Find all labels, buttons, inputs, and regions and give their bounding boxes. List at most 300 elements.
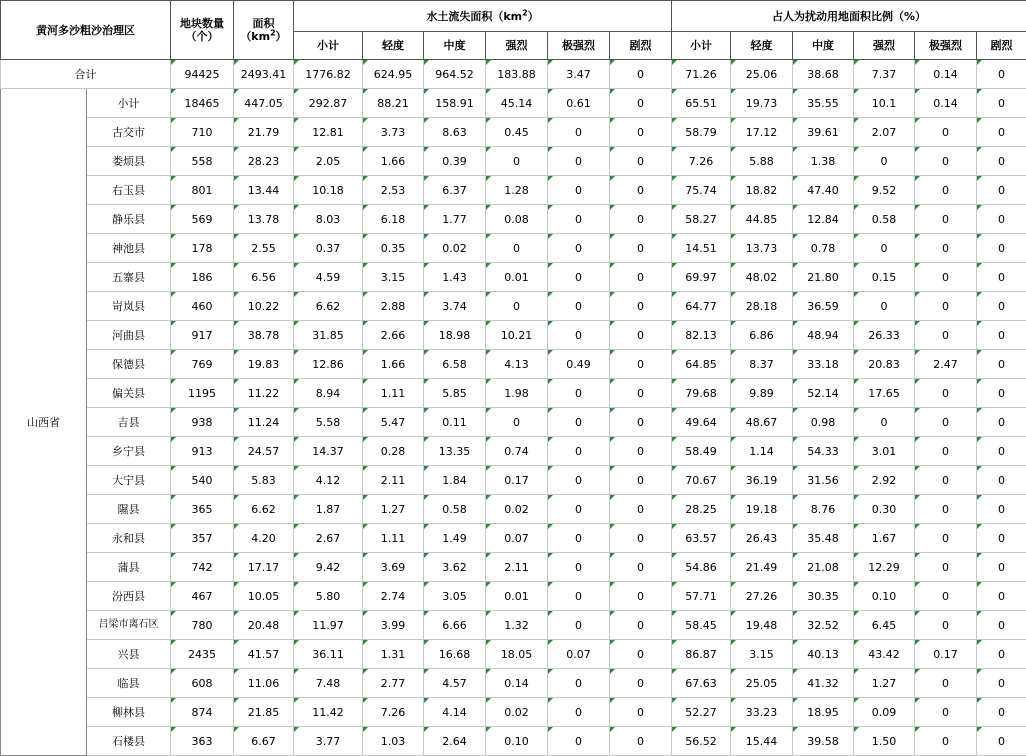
data-cell: 3.62	[424, 553, 486, 582]
data-cell: 2.53	[363, 176, 424, 205]
data-cell: 0	[977, 495, 1026, 524]
data-cell: 6.62	[234, 495, 294, 524]
data-cell: 41.57	[234, 640, 294, 669]
total-cell: 71.26	[672, 60, 731, 89]
data-cell: 0.08	[486, 205, 548, 234]
data-cell: 16.68	[424, 640, 486, 669]
data-cell: 1.43	[424, 263, 486, 292]
data-cell: 0.17	[915, 640, 977, 669]
data-cell: 43.42	[854, 640, 915, 669]
data-cell: 79.68	[672, 379, 731, 408]
data-cell: 363	[171, 727, 234, 756]
data-cell: 18465	[171, 89, 234, 118]
data-cell: 0.17	[486, 466, 548, 495]
data-cell: 0	[977, 118, 1026, 147]
data-cell: 913	[171, 437, 234, 466]
data-cell: 39.58	[793, 727, 854, 756]
erosion-subheader: 中度	[424, 32, 486, 60]
data-cell: 54.86	[672, 553, 731, 582]
region-header: 黄河多沙粗沙治理区	[1, 1, 171, 60]
data-cell: 0	[854, 234, 915, 263]
data-cell: 0	[610, 611, 672, 640]
data-cell: 33.23	[731, 698, 793, 727]
table-row	[1, 466, 1026, 495]
data-cell: 608	[171, 669, 234, 698]
data-cell: 9.42	[294, 553, 363, 582]
data-cell: 0.49	[548, 350, 610, 379]
data-cell: 0.01	[486, 263, 548, 292]
total-cell: 183.88	[486, 60, 548, 89]
data-cell: 0	[548, 147, 610, 176]
data-cell: 2.11	[486, 553, 548, 582]
data-cell: 0	[915, 147, 977, 176]
data-cell: 0	[977, 350, 1026, 379]
data-cell: 938	[171, 408, 234, 437]
data-cell: 0	[915, 437, 977, 466]
data-cell: 3.69	[363, 553, 424, 582]
data-cell: 0	[854, 408, 915, 437]
county-name: 保德县	[87, 350, 171, 379]
total-cell: 0	[610, 60, 672, 89]
data-cell: 7.26	[672, 147, 731, 176]
data-cell: 0	[977, 321, 1026, 350]
erosion-subheader: 强烈	[486, 32, 548, 60]
data-cell: 0	[610, 640, 672, 669]
data-cell: 0	[977, 263, 1026, 292]
data-cell: 292.87	[294, 89, 363, 118]
data-cell: 3.15	[731, 640, 793, 669]
data-cell: 2.55	[234, 234, 294, 263]
data-cell: 0	[915, 698, 977, 727]
data-cell: 75.74	[672, 176, 731, 205]
data-cell: 21.85	[234, 698, 294, 727]
data-cell: 0.14	[915, 89, 977, 118]
data-cell: 874	[171, 698, 234, 727]
data-cell: 0	[548, 379, 610, 408]
data-cell: 0	[915, 524, 977, 553]
data-cell: 1.87	[294, 495, 363, 524]
table-row	[1, 321, 1026, 350]
total-cell: 2493.41	[234, 60, 294, 89]
data-cell: 5.47	[363, 408, 424, 437]
data-cell: 6.66	[424, 611, 486, 640]
data-cell: 0	[610, 495, 672, 524]
data-cell: 780	[171, 611, 234, 640]
data-cell: 0	[915, 205, 977, 234]
data-cell: 7.26	[363, 698, 424, 727]
data-cell: 36.19	[731, 466, 793, 495]
data-cell: 41.32	[793, 669, 854, 698]
data-cell: 1.27	[363, 495, 424, 524]
data-cell: 18.95	[793, 698, 854, 727]
data-cell: 28.23	[234, 147, 294, 176]
ratio-subheader: 轻度	[731, 32, 793, 60]
data-cell: 0	[915, 611, 977, 640]
data-cell: 0	[548, 437, 610, 466]
total-cell: 964.52	[424, 60, 486, 89]
data-cell: 3.15	[363, 263, 424, 292]
area-header-unit-sup: 2	[270, 28, 276, 37]
data-cell: 0.11	[424, 408, 486, 437]
data-cell: 0.02	[486, 495, 548, 524]
data-cell: 0	[548, 234, 610, 263]
data-cell: 0	[610, 582, 672, 611]
data-cell: 0	[915, 727, 977, 756]
data-cell: 58.79	[672, 118, 731, 147]
data-cell: 0	[610, 727, 672, 756]
data-cell: 8.63	[424, 118, 486, 147]
data-cell: 0.30	[854, 495, 915, 524]
county-name: 神池县	[87, 234, 171, 263]
province-cell: 山西省	[1, 89, 87, 756]
data-cell: 1.49	[424, 524, 486, 553]
data-cell: 0.39	[424, 147, 486, 176]
area-header	[234, 1, 294, 60]
data-cell: 0	[915, 292, 977, 321]
data-cell: 0	[610, 408, 672, 437]
data-cell: 0	[977, 727, 1026, 756]
table-row	[1, 582, 1026, 611]
data-cell: 11.42	[294, 698, 363, 727]
county-name: 永和县	[87, 524, 171, 553]
data-cell: 0	[548, 582, 610, 611]
data-cell: 0.45	[486, 118, 548, 147]
data-cell: 19.18	[731, 495, 793, 524]
data-cell: 2.11	[363, 466, 424, 495]
data-cell: 0	[915, 379, 977, 408]
data-cell: 2.07	[854, 118, 915, 147]
total-cell: 7.37	[854, 60, 915, 89]
data-cell: 4.20	[234, 524, 294, 553]
data-cell: 558	[171, 147, 234, 176]
erosion-subheader: 轻度	[363, 32, 424, 60]
table-row	[1, 205, 1026, 234]
table-row	[1, 640, 1026, 669]
data-cell: 0.61	[548, 89, 610, 118]
data-cell: 7.48	[294, 669, 363, 698]
data-cell: 2.66	[363, 321, 424, 350]
data-cell: 38.78	[234, 321, 294, 350]
data-cell: 5.88	[731, 147, 793, 176]
county-name: 偏关县	[87, 379, 171, 408]
data-cell: 31.85	[294, 321, 363, 350]
data-cell: 0	[915, 321, 977, 350]
data-cell: 0	[915, 553, 977, 582]
data-cell: 0.07	[548, 640, 610, 669]
data-cell: 4.13	[486, 350, 548, 379]
county-name: 河曲县	[87, 321, 171, 350]
data-cell: 28.25	[672, 495, 731, 524]
county-name: 娄烦县	[87, 147, 171, 176]
data-cell: 5.83	[234, 466, 294, 495]
data-cell: 0	[610, 669, 672, 698]
data-cell: 45.14	[486, 89, 548, 118]
data-cell: 3.73	[363, 118, 424, 147]
data-cell: 0	[977, 466, 1026, 495]
data-cell: 35.55	[793, 89, 854, 118]
data-cell: 8.94	[294, 379, 363, 408]
data-cell: 0	[486, 292, 548, 321]
data-cell: 0	[977, 669, 1026, 698]
data-cell: 54.33	[793, 437, 854, 466]
data-cell: 158.91	[424, 89, 486, 118]
data-cell: 178	[171, 234, 234, 263]
data-cell: 2.88	[363, 292, 424, 321]
data-cell: 3.01	[854, 437, 915, 466]
data-cell: 33.18	[793, 350, 854, 379]
data-cell: 0	[610, 292, 672, 321]
data-cell: 357	[171, 524, 234, 553]
data-cell: 31.56	[793, 466, 854, 495]
table-row	[1, 118, 1026, 147]
data-cell: 3.74	[424, 292, 486, 321]
data-cell: 0	[977, 640, 1026, 669]
data-cell: 0.58	[424, 495, 486, 524]
data-cell: 2.92	[854, 466, 915, 495]
data-cell: 0	[486, 234, 548, 263]
data-cell: 2.74	[363, 582, 424, 611]
county-name: 石楼县	[87, 727, 171, 756]
data-cell: 0	[548, 321, 610, 350]
data-cell: 49.64	[672, 408, 731, 437]
data-cell: 0	[977, 524, 1026, 553]
data-cell: 11.22	[234, 379, 294, 408]
total-cell: 0.14	[915, 60, 977, 89]
data-cell: 0	[610, 118, 672, 147]
data-cell: 11.24	[234, 408, 294, 437]
data-cell: 69.97	[672, 263, 731, 292]
county-name: 古交市	[87, 118, 171, 147]
erosion-subheader: 剧烈	[610, 32, 672, 60]
data-cell: 0	[548, 292, 610, 321]
table-row	[1, 698, 1026, 727]
erosion-header-sup: 2	[522, 8, 528, 17]
data-cell: 0	[548, 727, 610, 756]
data-cell: 2.05	[294, 147, 363, 176]
data-cell: 15.44	[731, 727, 793, 756]
data-cell: 12.29	[854, 553, 915, 582]
data-cell: 0	[977, 611, 1026, 640]
data-cell: 86.87	[672, 640, 731, 669]
data-cell: 0	[915, 495, 977, 524]
table-row	[1, 147, 1026, 176]
data-cell: 769	[171, 350, 234, 379]
data-cell: 742	[171, 553, 234, 582]
data-cell: 1.84	[424, 466, 486, 495]
data-cell: 12.86	[294, 350, 363, 379]
data-cell: 0.14	[486, 669, 548, 698]
data-cell: 3.99	[363, 611, 424, 640]
ratio-subheader: 中度	[793, 32, 854, 60]
county-name: 大宁县	[87, 466, 171, 495]
data-cell: 540	[171, 466, 234, 495]
data-cell: 0.58	[854, 205, 915, 234]
data-cell: 0	[548, 263, 610, 292]
county-name: 小计	[87, 89, 171, 118]
data-cell: 0	[915, 263, 977, 292]
data-cell: 2.64	[424, 727, 486, 756]
data-cell: 0	[977, 408, 1026, 437]
data-cell: 1.11	[363, 379, 424, 408]
data-cell: 17.12	[731, 118, 793, 147]
data-cell: 6.86	[731, 321, 793, 350]
data-cell: 0	[548, 118, 610, 147]
data-cell: 6.45	[854, 611, 915, 640]
data-cell: 801	[171, 176, 234, 205]
data-cell: 6.67	[234, 727, 294, 756]
data-cell: 30.35	[793, 582, 854, 611]
data-cell: 88.21	[363, 89, 424, 118]
data-cell: 82.13	[672, 321, 731, 350]
data-cell: 1.28	[486, 176, 548, 205]
data-cell: 48.94	[793, 321, 854, 350]
erosion-area-header	[294, 1, 672, 32]
plot-count-header-line2: （个）	[186, 30, 219, 43]
data-cell: 0.10	[486, 727, 548, 756]
data-cell: 36.59	[793, 292, 854, 321]
data-cell: 0.78	[793, 234, 854, 263]
data-cell: 0	[610, 321, 672, 350]
data-cell: 0	[977, 379, 1026, 408]
data-cell: 186	[171, 263, 234, 292]
data-cell: 2.47	[915, 350, 977, 379]
county-name: 吕梁市离石区	[87, 611, 171, 640]
data-cell: 460	[171, 292, 234, 321]
data-cell: 14.51	[672, 234, 731, 263]
erosion-header-post: ）	[528, 10, 539, 23]
table-row	[1, 176, 1026, 205]
total-label: 合计	[1, 60, 171, 89]
data-cell: 0	[548, 495, 610, 524]
data-cell: 1.11	[363, 524, 424, 553]
data-cell: 13.78	[234, 205, 294, 234]
data-cell: 0	[548, 698, 610, 727]
data-cell: 21.49	[731, 553, 793, 582]
data-cell: 39.61	[793, 118, 854, 147]
data-cell: 18.82	[731, 176, 793, 205]
data-cell: 0	[548, 553, 610, 582]
data-cell: 1.32	[486, 611, 548, 640]
data-cell: 0	[977, 292, 1026, 321]
data-cell: 0.02	[424, 234, 486, 263]
data-cell: 4.59	[294, 263, 363, 292]
data-cell: 6.62	[294, 292, 363, 321]
disturbance-ratio-header: 占人为扰动用地面积比例（%）	[672, 1, 1026, 32]
total-cell: 3.47	[548, 60, 610, 89]
data-cell: 63.57	[672, 524, 731, 553]
data-cell: 365	[171, 495, 234, 524]
data-cell: 1.50	[854, 727, 915, 756]
county-name: 柳林县	[87, 698, 171, 727]
data-cell: 12.81	[294, 118, 363, 147]
data-cell: 6.37	[424, 176, 486, 205]
data-cell: 467	[171, 582, 234, 611]
data-cell: 4.14	[424, 698, 486, 727]
data-cell: 6.58	[424, 350, 486, 379]
county-name: 吉县	[87, 408, 171, 437]
data-cell: 13.35	[424, 437, 486, 466]
data-cell: 19.73	[731, 89, 793, 118]
data-cell: 0	[977, 147, 1026, 176]
data-cell: 5.58	[294, 408, 363, 437]
data-cell: 10.05	[234, 582, 294, 611]
data-cell: 2.67	[294, 524, 363, 553]
data-cell: 710	[171, 118, 234, 147]
erosion-subheader: 小计	[294, 32, 363, 60]
data-cell: 48.67	[731, 408, 793, 437]
data-cell: 447.05	[234, 89, 294, 118]
data-cell: 0	[610, 437, 672, 466]
ratio-subheader: 极强烈	[915, 32, 977, 60]
data-cell: 24.57	[234, 437, 294, 466]
table-row	[1, 611, 1026, 640]
data-cell: 0	[610, 205, 672, 234]
county-name: 蒲县	[87, 553, 171, 582]
data-cell: 70.67	[672, 466, 731, 495]
total-cell: 94425	[171, 60, 234, 89]
data-cell: 10.22	[234, 292, 294, 321]
data-cell: 1.14	[731, 437, 793, 466]
data-cell: 47.40	[793, 176, 854, 205]
table-row	[1, 379, 1026, 408]
data-cell: 1.38	[793, 147, 854, 176]
data-cell: 8.03	[294, 205, 363, 234]
data-cell: 0	[977, 89, 1026, 118]
data-cell: 0.35	[363, 234, 424, 263]
table-row	[1, 234, 1026, 263]
data-cell: 19.83	[234, 350, 294, 379]
ratio-subheader: 剧烈	[977, 32, 1026, 60]
data-cell: 0	[915, 669, 977, 698]
data-cell: 27.26	[731, 582, 793, 611]
county-name: 五寨县	[87, 263, 171, 292]
data-cell: 10.21	[486, 321, 548, 350]
data-cell: 21.08	[793, 553, 854, 582]
data-cell: 11.97	[294, 611, 363, 640]
data-cell: 0	[548, 408, 610, 437]
county-name: 乡宁县	[87, 437, 171, 466]
data-cell: 0	[915, 118, 977, 147]
data-cell: 1.03	[363, 727, 424, 756]
table-row	[1, 89, 1026, 118]
county-name: 兴县	[87, 640, 171, 669]
area-header-line1: 面积	[253, 17, 275, 30]
data-cell: 0.02	[486, 698, 548, 727]
data-cell: 28.18	[731, 292, 793, 321]
data-cell: 36.11	[294, 640, 363, 669]
data-cell: 32.52	[793, 611, 854, 640]
data-cell: 0	[915, 234, 977, 263]
data-cell: 0.98	[793, 408, 854, 437]
data-cell: 0	[610, 350, 672, 379]
erosion-subheader: 极强烈	[548, 32, 610, 60]
data-cell: 52.14	[793, 379, 854, 408]
data-cell: 17.65	[854, 379, 915, 408]
data-cell: 26.43	[731, 524, 793, 553]
data-cell: 0	[610, 379, 672, 408]
data-cell: 0	[548, 205, 610, 234]
data-cell: 5.85	[424, 379, 486, 408]
data-cell: 58.49	[672, 437, 731, 466]
data-cell: 17.17	[234, 553, 294, 582]
data-cell: 1.98	[486, 379, 548, 408]
data-cell: 4.12	[294, 466, 363, 495]
data-cell: 917	[171, 321, 234, 350]
data-cell: 26.33	[854, 321, 915, 350]
data-cell: 0	[610, 263, 672, 292]
data-cell: 1.31	[363, 640, 424, 669]
data-cell: 56.52	[672, 727, 731, 756]
